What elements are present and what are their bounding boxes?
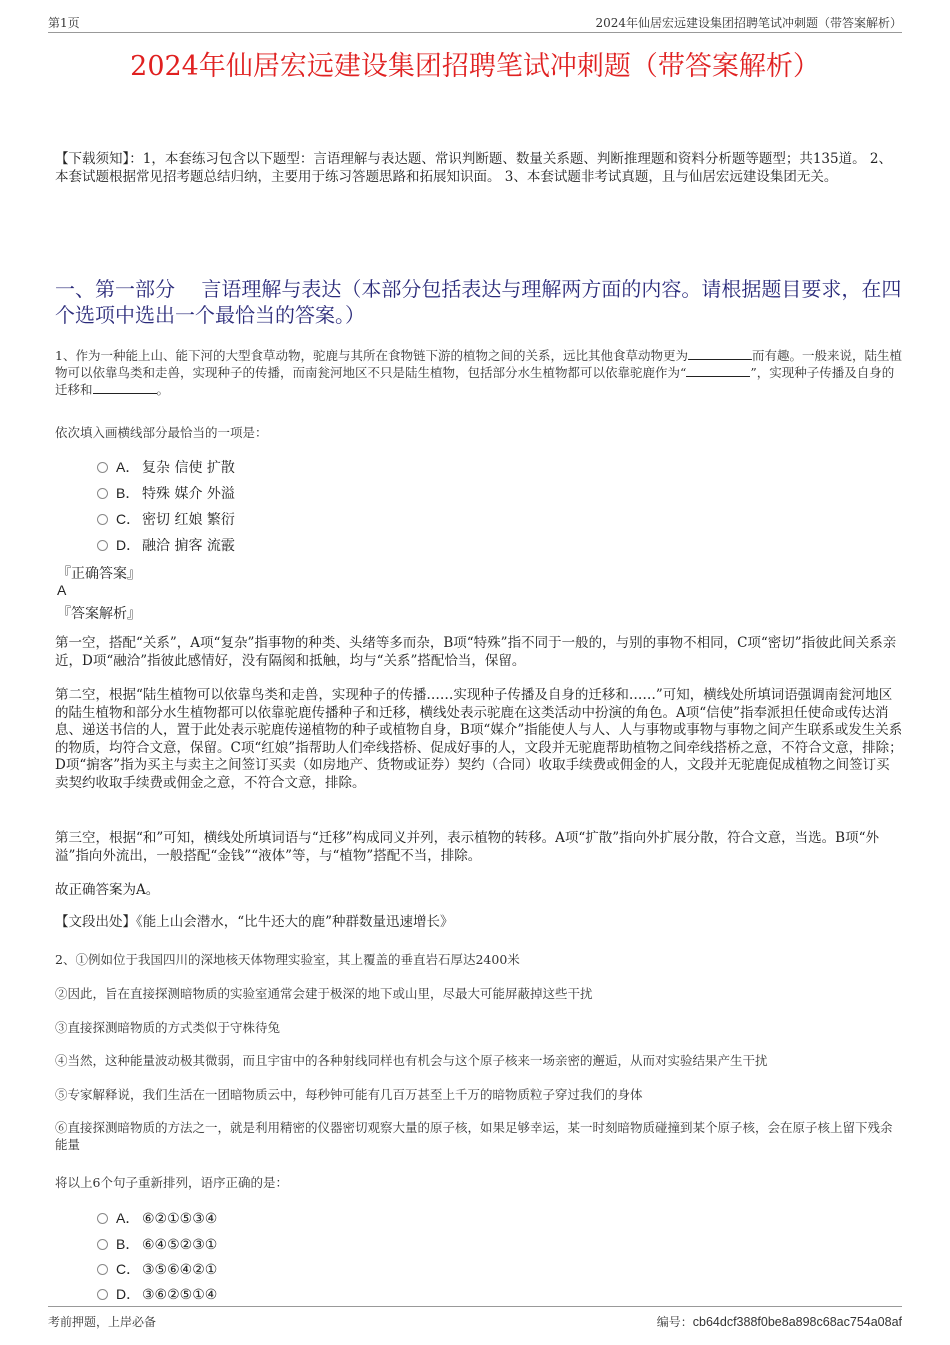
q1-stem-part-b: 而有趣。一般来说，陆生植物可以依靠鸟类和走兽，实现种子的传播，而南瓮河地区不只是陆生植物，包括部分水生植物都可以依靠驼鹿作为“ <box>55 348 902 380</box>
q2-sentence-6: ⑥直接探测暗物质的方法之一，就是利用精密的仪器密切观察大量的原子核，如果足够幸运，某一时刻暗物质碰撞到某个原子核，会在原子核上留下残余能量 <box>55 1120 893 1152</box>
answer-value: A <box>57 582 67 598</box>
answer-label: 『正确答案』 <box>57 566 141 582</box>
q1-blank-1 <box>688 347 752 360</box>
q1-option-d[interactable]: D． 融洽 掮客 流霰 <box>97 535 235 555</box>
radio-icon[interactable] <box>97 488 108 499</box>
q2-sentence-5: ⑤专家解释说，我们生活在一团暗物质云中，每秒钟可能有几百万甚至上千万的暗物质粒子穿过我们的身体 <box>55 1087 643 1102</box>
q1-blank-2 <box>686 364 750 377</box>
analysis-para-2: 第二空，根据“陆生植物可以依靠鸟类和走兽，实现种子的传播……实现种子传播及自身的迁移和……”可知，横线处所填词语强调南瓮河地区的陆生植物和部分水生植物都可以依靠驼鹿传播种子和迁移，横线处表示驼鹿在这类活动中扮演的角色。A项“信使”指奉派担任使命或传达消息、递送书信的人，置于此处表示驼鹿传递植物的种子或植物自身，B项“媒介”指能使人与人、人与事物或事物与事物之间产生联系或发生关系的物质，均符合文意，保留。C项“红娘”指帮助人们牵线搭桥、促成好事的人，文段并无驼鹿帮助植物之间牵线搭桥之意，不符合文意，排除；D项“掮客”指为买主与卖主之间签订买卖（如房地产、货物或证券）契约（合同）收取手续费或佣金的人，文段并无驼鹿促成植物之间签订买卖契约收取手续费或佣金之意，不符合文意，排除。 <box>55 687 903 791</box>
header-divider <box>48 32 902 33</box>
q1-stem-part-d: 。 <box>156 382 170 397</box>
q1-option-c[interactable]: C． 密切 红娘 繁衍 <box>97 509 235 529</box>
q2-option-c[interactable]: C． ③⑤⑥④②① <box>97 1259 217 1279</box>
footer-code-label: 编号： <box>656 1315 693 1329</box>
q1-stem <box>55 347 903 398</box>
q1-stem-part-a: 1、作为一种能上山、能下河的大型食草动物，驼鹿与其所在食物链下游的植物之间的关系，远比其他食草动物更为 <box>55 348 688 363</box>
section-heading: 一、第一部分 言语理解与表达（本部分包括表达与理解两方面的内容。请根据题目要求，在四个选项中选出一个最恰当的答案。） <box>55 277 902 327</box>
radio-icon[interactable] <box>97 514 108 525</box>
q2-prompt: 将以上6个句子重新排列，语序正确的是： <box>55 1175 288 1190</box>
footer-divider <box>48 1306 902 1307</box>
q1-blank-3 <box>93 381 157 394</box>
analysis-conclusion: 故正确答案为A。 <box>55 882 160 898</box>
radio-icon[interactable] <box>97 1239 108 1250</box>
analysis-para-1: 第一空，搭配“关系”，A项“复杂”指事物的种类、头绪等多而杂，B项“特殊”指不同于一般的，与别的事物不相同，C项“密切”指彼此间关系亲近，D项“融洽”指彼此感情好，没有隔阂和抵触，均与“关系”搭配恰当，保留。 <box>55 635 897 669</box>
page-title: 2024年仙居宏远建设集团招聘笔试冲刺题（带答案解析） <box>130 51 820 82</box>
radio-icon[interactable] <box>97 462 108 473</box>
q2-option-a[interactable]: A． ⑥②①⑤③④ <box>97 1208 217 1228</box>
download-notice: 【下载须知】：1，本套练习包含以下题型：言语理解与表达题、常识判断题、数量关系题、判断推理题和资料分析题等题型；共135道。 2、本套试题根据常见招考题总结归纳，主要用于练习答题思路和拓展知识面。 3、本套试题非考试真题，且与仙居宏远建设集团无关。 <box>55 151 892 185</box>
analysis-source: 【文段出处】《能上山会潜水，“比牛还大的鹿”种群数量迅速增长》 <box>55 914 454 930</box>
footer-code <box>657 1313 902 1330</box>
analysis-label: 『答案解析』 <box>57 606 141 622</box>
q2-sentence-2: ②因此，旨在直接探测暗物质的实验室通常会建于极深的地下或山里，尽最大可能屏蔽掉这些干扰 <box>55 986 593 1001</box>
footer-slogan: 考前押题，上岸必备 <box>48 1315 157 1329</box>
q2-sentence-1: 2、①例如位于我国四川的深地核天体物理实验室，其上覆盖的垂直岩石厚达2400米 <box>55 952 520 967</box>
q2-sentence-4: ④当然，这种能量波动极其微弱，而且宇宙中的各种射线同样也有机会与这个原子核来一场亲密的邂逅，从而对实验结果产生干扰 <box>55 1053 768 1068</box>
q2-sentence-3: ③直接探测暗物质的方式类似于守株待兔 <box>55 1020 281 1035</box>
header-doc-title: 2024年仙居宏远建设集团招聘笔试冲刺题（带答案解析） <box>595 16 902 30</box>
q2-option-d[interactable]: D． ③⑥②⑤①④ <box>97 1284 217 1304</box>
analysis-para-3: 第三空，根据“和”可知，横线处所填词语与“迁移”构成同义并列，表示植物的转移。A项“扩散”指向外扩展分散，符合文意，当选。B项“外溢”指向外流出，一般搭配“金钱”“液体”等，与“植物”搭配不当，排除。 <box>55 830 879 864</box>
radio-icon[interactable] <box>97 540 108 551</box>
q1-stem-part-c: ”，实现种子传播及自身的迁移和 <box>55 365 895 397</box>
header-page-number: 第1页 <box>48 16 80 30</box>
q1-prompt: 依次填入画横线部分最恰当的一项是： <box>55 425 268 440</box>
radio-icon[interactable] <box>97 1289 108 1300</box>
q2-option-b[interactable]: B． ⑥④⑤②③① <box>97 1234 217 1254</box>
q1-option-a[interactable]: A． 复杂 信使 扩散 <box>97 457 235 477</box>
footer-code-value: cb64dcf388f0be8a898c68ac754a08af <box>692 1315 902 1329</box>
q1-option-b[interactable]: B． 特殊 媒介 外溢 <box>97 483 235 503</box>
radio-icon[interactable] <box>97 1264 108 1275</box>
radio-icon[interactable] <box>97 1213 108 1224</box>
